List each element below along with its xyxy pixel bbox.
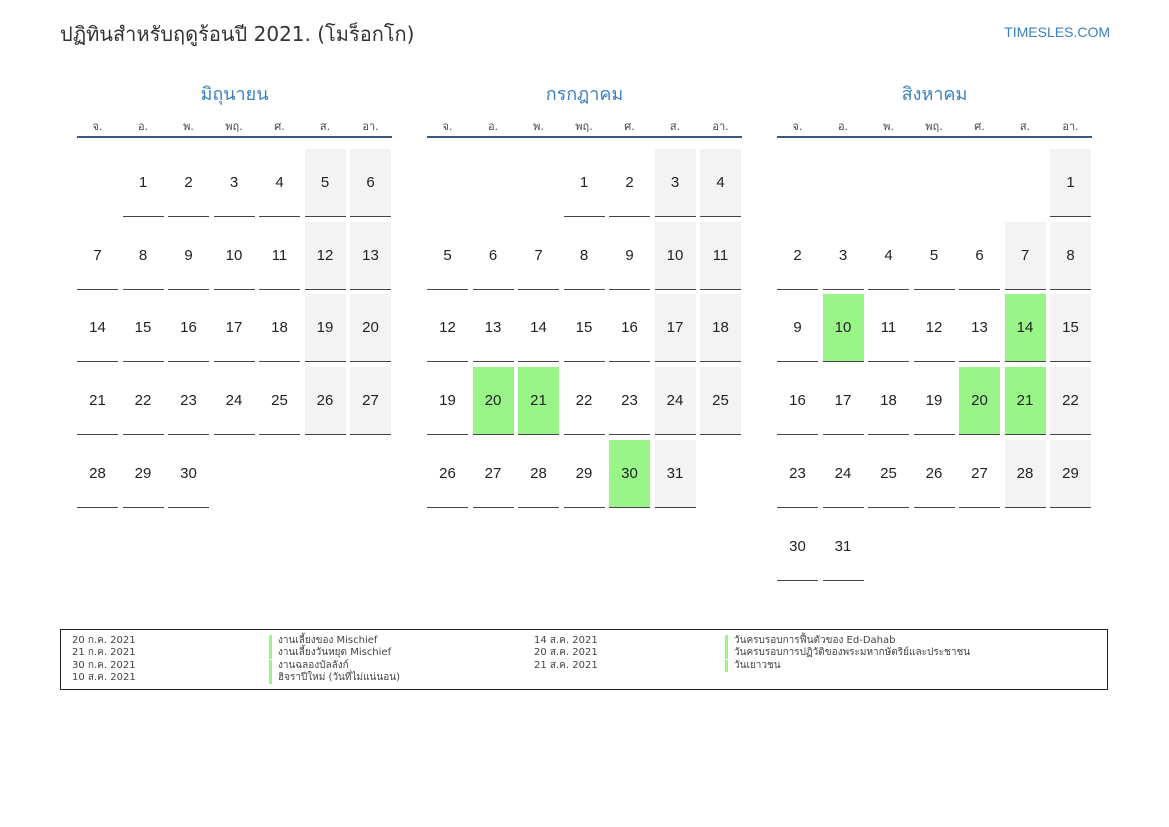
legend-holiday-name: วันครบรอบการฟื้นตัวของ Ed-Dahab xyxy=(725,635,895,647)
legend-date: 20 ส.ค. 2021 xyxy=(534,647,598,659)
day-cell: 29 xyxy=(123,440,164,508)
legend-date: 10 ส.ค. 2021 xyxy=(72,671,136,683)
weekday-label: ศ. xyxy=(274,120,285,133)
weekday-label: พ. xyxy=(883,120,894,133)
weekday-label: ศ. xyxy=(624,120,635,133)
day-cell: 19 xyxy=(427,367,468,435)
day-cell: 2 xyxy=(168,149,209,217)
weekday-label: จ. xyxy=(442,120,453,133)
weekday-label: อ. xyxy=(837,120,849,133)
day-cell: 18 xyxy=(259,294,300,362)
month-name: กรกฎาคม xyxy=(545,84,624,105)
day-cell: 2 xyxy=(777,222,818,290)
weekday-label: พ. xyxy=(533,120,544,133)
day-cell: 20 xyxy=(473,367,514,435)
day-cell: 23 xyxy=(168,367,209,435)
month-august xyxy=(777,82,1092,555)
day-cell: 4 xyxy=(259,149,300,217)
day-cell: 10 xyxy=(655,222,696,290)
day-cell: 17 xyxy=(655,294,696,362)
day-cell: 24 xyxy=(214,367,255,435)
day-cell: 4 xyxy=(868,222,909,290)
day-cell: 12 xyxy=(305,222,346,290)
weekday-label: พฤ. xyxy=(575,120,593,133)
weekday-label: ส. xyxy=(319,120,331,133)
weekday-label: พฤ. xyxy=(225,120,243,133)
day-cell: 8 xyxy=(564,222,605,290)
day-cell: 31 xyxy=(655,440,696,508)
day-cell: 30 xyxy=(168,440,209,508)
day-cell: 16 xyxy=(609,294,650,362)
legend-date: 30 ก.ค. 2021 xyxy=(72,659,136,671)
weekday-label: พ. xyxy=(183,120,194,133)
day-cell: 20 xyxy=(959,367,1000,435)
day-cell: 7 xyxy=(518,222,559,290)
weekday-label: อา. xyxy=(712,120,729,133)
legend-holiday-name: งานเลี้ยงของ Mischief xyxy=(269,635,377,647)
day-cell: 22 xyxy=(1050,367,1091,435)
month-name: มิถุนายน xyxy=(200,84,269,105)
day-cell: 6 xyxy=(473,222,514,290)
day-cell: 14 xyxy=(518,294,559,362)
day-cell: 29 xyxy=(564,440,605,508)
month-june xyxy=(77,82,392,482)
day-cell: 22 xyxy=(123,367,164,435)
day-cell: 10 xyxy=(823,294,864,362)
day-cell: 21 xyxy=(1005,367,1046,435)
day-cell: 27 xyxy=(350,367,391,435)
day-cell: 30 xyxy=(777,513,818,581)
day-cell: 12 xyxy=(914,294,955,362)
day-cell: 13 xyxy=(473,294,514,362)
day-cell: 5 xyxy=(914,222,955,290)
weekday-header xyxy=(777,108,1092,138)
legend-date: 20 ก.ค. 2021 xyxy=(72,635,136,646)
day-cell: 6 xyxy=(959,222,1000,290)
day-cell: 16 xyxy=(168,294,209,362)
day-cell: 10 xyxy=(214,222,255,290)
day-cell: 9 xyxy=(609,222,650,290)
day-cell: 2 xyxy=(609,149,650,217)
day-cell: 7 xyxy=(1005,222,1046,290)
day-cell: 29 xyxy=(1050,440,1091,508)
weekday-label: ส. xyxy=(1019,120,1031,133)
day-cell: 5 xyxy=(427,222,468,290)
day-cell: 17 xyxy=(823,367,864,435)
day-cell: 18 xyxy=(700,294,741,362)
day-cell: 27 xyxy=(473,440,514,508)
day-cell: 25 xyxy=(868,440,909,508)
weekday-label: อ. xyxy=(487,120,499,133)
day-cell: 14 xyxy=(1005,294,1046,362)
day-cell: 26 xyxy=(427,440,468,508)
day-cell: 18 xyxy=(868,367,909,435)
legend-holiday-name: งานเลี้ยงวันหยุด Mischief xyxy=(269,647,391,659)
day-cell: 17 xyxy=(214,294,255,362)
day-cell: 22 xyxy=(564,367,605,435)
day-cell: 21 xyxy=(518,367,559,435)
day-cell: 1 xyxy=(1050,149,1091,217)
day-cell: 24 xyxy=(655,367,696,435)
day-cell: 16 xyxy=(777,367,818,435)
day-cell: 3 xyxy=(214,149,255,217)
legend-holiday-name: วันเยาวชน xyxy=(725,660,781,672)
month-july xyxy=(427,82,742,482)
day-cell: 14 xyxy=(77,294,118,362)
day-cell: 31 xyxy=(823,513,864,581)
day-cell: 25 xyxy=(259,367,300,435)
day-cell: 27 xyxy=(959,440,1000,508)
day-cell: 19 xyxy=(914,367,955,435)
page-title: ปฏิทินสำหรับฤดูร้อนปี 2021. (โมร็อกโก) xyxy=(60,22,415,46)
day-cell: 30 xyxy=(609,440,650,508)
day-cell: 15 xyxy=(1050,294,1091,362)
weekday-label: จ. xyxy=(792,120,803,133)
day-cell: 11 xyxy=(259,222,300,290)
weekday-label: อา. xyxy=(362,120,379,133)
day-cell: 4 xyxy=(700,149,741,217)
weekday-label: พฤ. xyxy=(925,120,943,133)
day-cell: 13 xyxy=(350,222,391,290)
day-cell: 1 xyxy=(123,149,164,217)
weekday-header xyxy=(77,108,392,138)
day-cell: 9 xyxy=(168,222,209,290)
day-cell: 25 xyxy=(700,367,741,435)
day-cell: 8 xyxy=(123,222,164,290)
day-cell: 26 xyxy=(305,367,346,435)
day-cell: 21 xyxy=(77,367,118,435)
weekday-header xyxy=(427,108,742,138)
day-cell: 13 xyxy=(959,294,1000,362)
day-cell: 23 xyxy=(609,367,650,435)
day-cell: 7 xyxy=(77,222,118,290)
day-cell: 28 xyxy=(1005,440,1046,508)
legend-holiday-name: งานฉลองบัลลังก์ xyxy=(269,660,349,672)
legend-holiday-name: วันครบรอบการปฏิวัติของพระมหากษัตริย์และประชาชน xyxy=(725,647,970,659)
day-cell: 23 xyxy=(777,440,818,508)
weekday-label: ส. xyxy=(669,120,681,133)
day-cell: 11 xyxy=(700,222,741,290)
legend-holiday-name: ฮิจราปีใหม่ (วันที่ไม่แน่นอน) xyxy=(269,672,400,684)
month-name: สิงหาคม xyxy=(901,84,968,105)
day-cell: 5 xyxy=(305,149,346,217)
day-cell: 12 xyxy=(427,294,468,362)
day-cell: 26 xyxy=(914,440,955,508)
weekday-label: ศ. xyxy=(974,120,985,133)
day-cell: 3 xyxy=(823,222,864,290)
day-cell: 24 xyxy=(823,440,864,508)
day-cell: 20 xyxy=(350,294,391,362)
weekday-label: จ. xyxy=(92,120,103,133)
day-cell: 11 xyxy=(868,294,909,362)
holiday-legend xyxy=(60,629,1108,690)
day-cell: 9 xyxy=(777,294,818,362)
day-cell: 15 xyxy=(564,294,605,362)
day-cell: 3 xyxy=(655,149,696,217)
weekday-label: อ. xyxy=(137,120,149,133)
day-cell: 1 xyxy=(564,149,605,217)
weekday-label: อา. xyxy=(1062,120,1079,133)
site-link[interactable]: TIMESLES.COM xyxy=(1004,24,1110,40)
legend-date: 21 ก.ค. 2021 xyxy=(72,647,136,659)
day-cell: 15 xyxy=(123,294,164,362)
day-cell: 6 xyxy=(350,149,391,217)
legend-date: 21 ส.ค. 2021 xyxy=(534,659,598,671)
legend-date: 14 ส.ค. 2021 xyxy=(534,635,598,646)
day-cell: 8 xyxy=(1050,222,1091,290)
day-cell: 28 xyxy=(77,440,118,508)
day-cell: 19 xyxy=(305,294,346,362)
day-cell: 28 xyxy=(518,440,559,508)
